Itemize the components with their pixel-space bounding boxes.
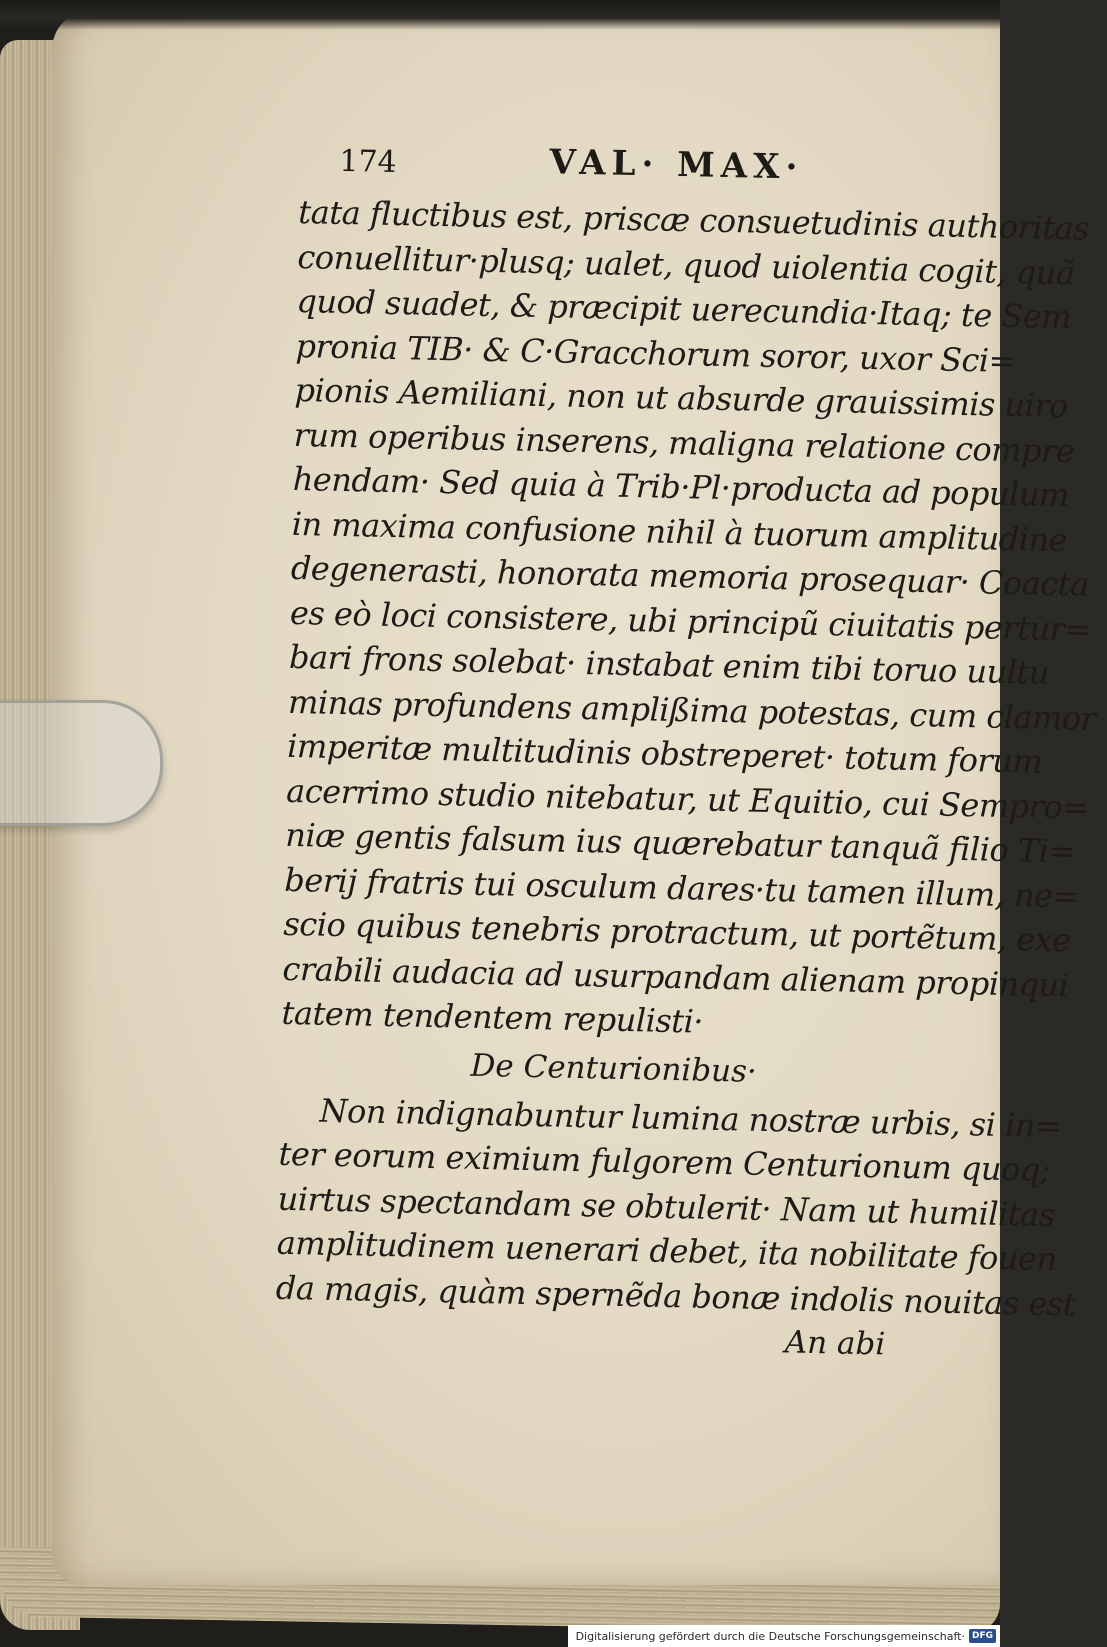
text-line: bari frons solebat· instabat enim tibi toruo uultu [288, 637, 1050, 692]
page-clip [0, 700, 163, 826]
text-line: tatem tendentem repulisti· [281, 993, 704, 1041]
text-line: degenerasti, honorata memoria prosequar· Coacta [290, 548, 1090, 604]
text-line: minas profundens amplißima potestas, cum clamor [287, 682, 1096, 738]
footer-credit: Digitalisierung gefördert durch die Deutsche Forschungsgemeinschaft· [575, 1629, 965, 1643]
text-line: Non indignabuntur lumina nostræ urbis, si in= [319, 1091, 1062, 1145]
text-line: amplitudinem uenerari debet, ita nobilitate fouen [276, 1223, 1057, 1279]
text-line: pionis Aemiliani, non ut absurde grauissimis uiro [294, 370, 1069, 426]
text-line: pronia TIB· & C·Gracchorum soror, uxor Sci= [295, 326, 1016, 380]
text-line: rum operibus inserens, maligna relatione compre [293, 415, 1075, 470]
dfg-logo: DFG [969, 1629, 996, 1643]
page-text-block [274, 135, 1096, 1368]
text-line: da magis, quàm spernẽda bonæ indolis nouitas est [275, 1268, 1076, 1323]
page-number: 174 [339, 143, 398, 181]
text-line: imperitæ multitudinis obstreperet· totum forum [286, 726, 1043, 781]
text-line: scio quibus tenebris protractum, ut portẽtum, exe [283, 904, 1072, 960]
text-line: berij fratris tui osculum dares·tu tamen illum, ne= [284, 860, 1080, 915]
section-text [275, 1087, 1076, 1323]
running-head: VAL· MAX· [549, 142, 804, 188]
digitization-footer [568, 1625, 1000, 1647]
text-line: niæ gentis falsum ius quærebatur tanquã filio Ti= [284, 815, 1076, 871]
text-line: uirtus spectandam se obtulerit· Nam ut humilitas [277, 1179, 1056, 1234]
text-line: conuellitur·plusq; ualet, quod uiolentia cogit, quã [297, 237, 1075, 292]
section-heading: De Centurionibus· [470, 1047, 758, 1090]
text-line: quod suadet, & præcipit uerecundia·Itaq; te Sem [296, 281, 1072, 337]
text-line: tata fluctibus est, priscæ consuetudinis authoritas [297, 192, 1090, 248]
text-line: es eò loci consistere, ubi principũ ciuitatis pertur= [289, 593, 1092, 649]
text-line: acerrimo studio nitebatur, ut Equitio, cui Sempro= [285, 771, 1089, 827]
text-line: ter eorum eximium fulgorem Centurionum quoq; [278, 1134, 1051, 1189]
top-shadow [0, 0, 1000, 30]
body-text [281, 190, 1096, 1049]
text-line: crabili audacia ad usurpandam alienam propinqui [282, 949, 1069, 1004]
text-line: in maxima confusione nihil à tuorum amplitudine [291, 504, 1068, 559]
text-line: hendam· Sed quia à Trib·Pl·producta ad populum [292, 459, 1070, 515]
catchword: An abi [784, 1324, 886, 1363]
